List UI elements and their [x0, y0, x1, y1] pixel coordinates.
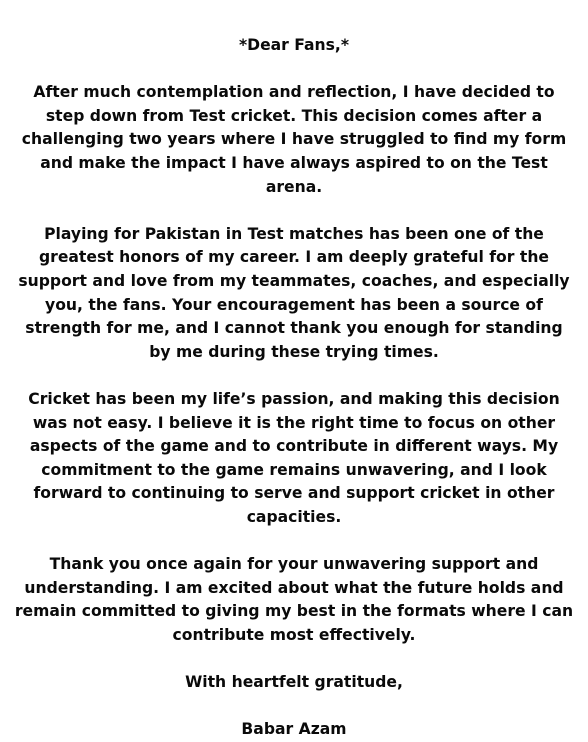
letter-signature: Babar Azam	[241, 720, 347, 739]
letter-closing: With heartfelt gratitude,	[185, 673, 403, 692]
letter-paragraph-4: Thank you once again for your unwavering support and understanding. I am excited about what the future holds and remain committed to giving my best in the formats where I can contribute most effectively.	[14, 555, 574, 644]
letter-paragraph-3: Cricket has been my life’s passion, and making this decision was not easy. I believe it is the right time to focus on other aspects of the game and to contribute in different ways. My commitment to the game remains unwavering, and I look forward to continuing to serve and support cricket in other capacities.	[28, 389, 560, 526]
letter-greeting: *Dear Fans,*	[238, 36, 350, 54]
letter-paragraph-1: After much contemplation and reflection, I have decided to step down from Test cricket. This decision comes after a challenging two years where I have struggled to find my form and make the impact I have always aspired to on the Test arena.	[21, 83, 567, 196]
letter-paragraph-2: Playing for Pakistan in Test matches has been one of the greatest honors of my career. I am deeply grateful for the support and love from my teammates, coaches, and especially you, the fans. Your encouragement has been a source of strength for me, and I cannot thank you enough for standing by me during these trying times.	[18, 224, 570, 361]
